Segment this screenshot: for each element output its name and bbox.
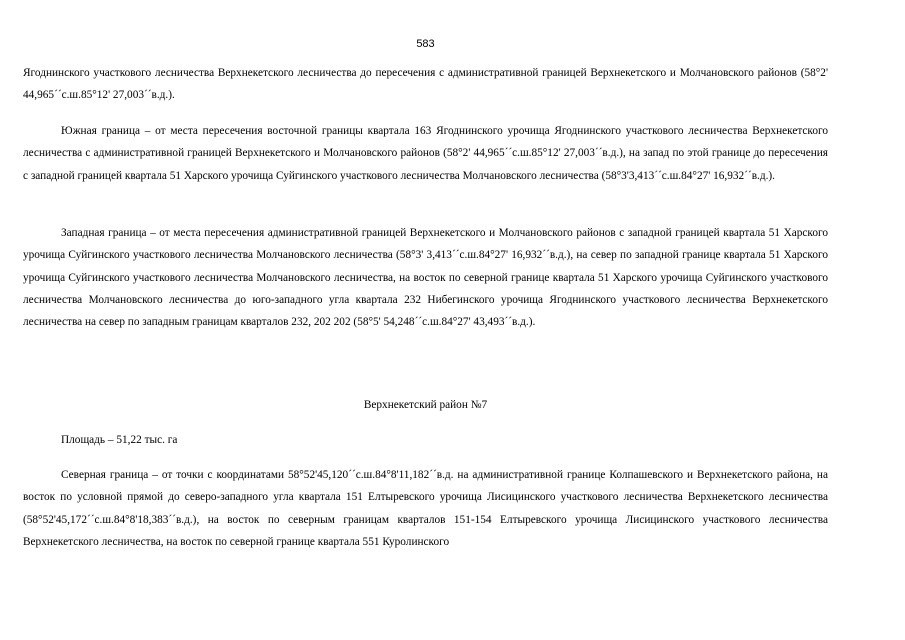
section-heading: Верхнекетский район №7 (363, 399, 488, 411)
paragraph-area: Площадь – 51,22 тыс. га (61, 434, 178, 446)
paragraph-north-border: Северная граница – от точки с координатами 58°52'45,120´´с.ш.84°8'11,182´´в.д. на административной границе Колпашевского и Верхнекетского района, на восток по условной прямой до северо-западного угла квартала 151 Елтыревского урочища Лисицинского участкового лесничества Верхнекетского лесничества (58°52'45,172´´с.ш.84°8'18,383´´в.д.), на восток по северным границам кварталов 151-154 Елтыревского урочища Лисицинского участкового лесничества Верхнекетского лесничества, на восток по северной границе квартала 551 Куролинского (23, 469, 828, 548)
page-number: 583 (416, 38, 435, 50)
paragraph-south-border: Южная граница – от места пересечения восточной границы квартала 163 Ягоднинского урочища Ягоднинского участкового лесничества Верхнекетского лесничества с административной границей Верхнекетского и Молчановского районов (58°2' 44,965´´с.ш.85°12' 27,003´´в.д.), на запад по этой границе до пересечения с западной границей квартала 51 Харского урочища Суйгинского участкового лесничества Молчановского лесничества (58°3'3,413´´с.ш.84°27' 16,932´´в.д.). (23, 125, 828, 182)
paragraph-west-border: Западная граница – от места пересечения административной границей Верхнекетского и Молчановского районов с западной границей квартала 51 Харского урочища Суйгинского участкового лесничества Молчановского лесничества (58°3' 3,413´´с.ш.84°27' 16,932´´в.д.), на север по западной границе квартала 51 Харского урочища Суйгинского участкового лесничества Молчановского лесничества, на восток по северной границе квартала 51 Харского урочища Суйгинского участкового лесничества Молчановского лесничества до юго-западного угла квартала 232 Нибегинского урочища Ягоднинского участкового лесничества Верхнекетского лесничества на север по западным границам кварталов 232, 202 202 (58°5' 54,248´´с.ш.84°27' 43,493´´в.д.). (23, 227, 828, 329)
paragraph-continuation: Ягоднинского участкового лесничества Верхнекетского лесничества до пересечения с административной границей Верхнекетского и Молчановского районов (58°2' 44,965´´с.ш.85°12' 27,003´´в.д.). (23, 67, 828, 102)
